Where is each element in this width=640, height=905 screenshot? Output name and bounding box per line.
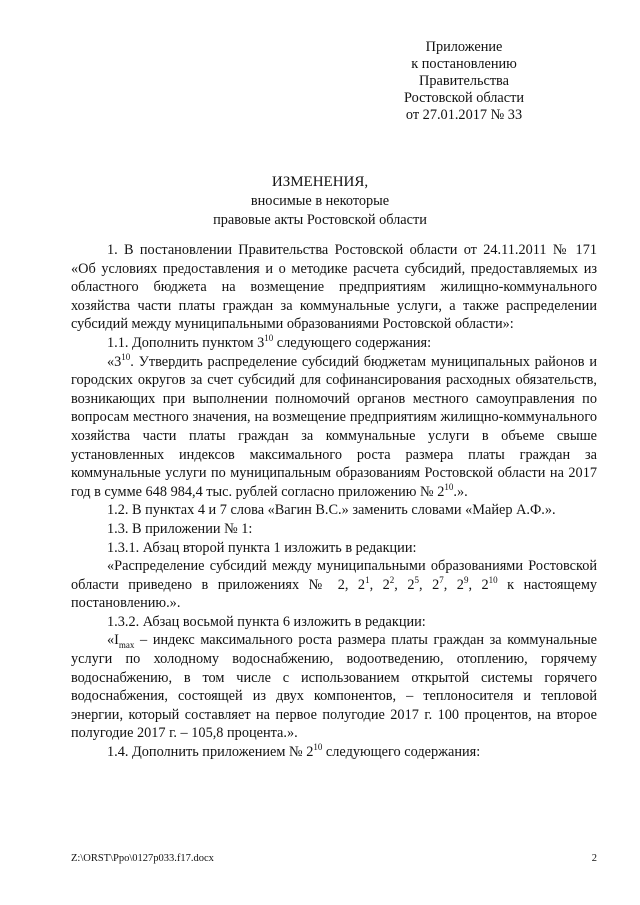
document-body xyxy=(71,241,597,762)
paragraph-1-3: 1.3. В приложении № 1: xyxy=(107,520,253,537)
superscript: 7 xyxy=(439,574,444,585)
appendix-line-1: Приложение xyxy=(425,39,503,55)
paragraph-1: 1. В постановлении Правительства Ростовской области от 24.11.2011 № 171 «Об условиях предоставления и о методике расчета субсидий, предоставляемых из областного бюджета на возмещение предприятиям жилищно-коммунального хозяйства части платы граждан за коммунальные услуги, а также распределении субсидий между муниципальными образованиями Ростовской области»: xyxy=(71,242,597,333)
paragraph-1-4-text: 1.4. Дополнить приложением № 2 xyxy=(107,744,314,761)
title-line-2: вносимые в некоторые xyxy=(250,193,390,209)
page-number: 2 xyxy=(591,853,597,864)
imax-text: – индекс максимального роста размера платы граждан за коммунальные услуги по холодному водоснабжению, водоотведению, отоплению, горячему водоснабжению, в том числе с использованием открытой системы горячего водоснабжения, состоящей из двух компонентов, – теплоносителя и тепловой энергии, который составляет на первое полугодие 2017 г. 100 процентов, на второе полугодие 2017 г. – 105,8 процента.». xyxy=(71,632,597,742)
appendix-header xyxy=(364,39,564,124)
document-title xyxy=(0,172,640,230)
distribution-sep: , 2 xyxy=(394,576,415,593)
paragraph-1-1-text-end: следующего содержания: xyxy=(273,334,432,351)
paragraph-1-3-2: 1.3.2. Абзац восьмой пункта 6 изложить в редакции: xyxy=(107,613,426,630)
paragraph-item-3-10 xyxy=(71,353,597,502)
title-line-3: правовые акты Ростовской области xyxy=(213,212,427,228)
superscript: 10 xyxy=(313,742,323,753)
superscript: 10 xyxy=(264,333,274,344)
superscript: 2 xyxy=(389,574,395,585)
appendix-line-5: от 27.01.2017 № 33 xyxy=(405,107,523,123)
appendix-line-2: к постановлению xyxy=(411,56,517,72)
paragraph-1-4-text-end: следующего содержания: xyxy=(322,744,481,761)
appendix-line-4: Ростовской области xyxy=(403,90,525,106)
distribution-end: к настоящему постановлению.». xyxy=(71,576,598,612)
subscript: max xyxy=(118,640,135,651)
superscript: 10 xyxy=(444,481,454,492)
appendix-line-3: Правительства xyxy=(419,73,509,89)
item-3-10-start: «3 xyxy=(107,353,122,370)
imax-symbol: «I xyxy=(107,632,119,649)
paragraph-1-3-1: 1.3.1. Абзац второй пункта 1 изложить в редакции: xyxy=(107,539,417,556)
paragraph-1-4 xyxy=(71,743,597,762)
item-3-10-text: . Утвердить распределение субсидий бюджетам муниципальных районов и городских округов за счет субсидий для софинансирования расходных обязательств, возникающих при выполнении полномочий органов местного самоуправления по вопросам местного значения, на возмещение предприятиям жилищно-коммунального хозяйства части платы граждан за коммунальные услуги в объеме свыше установленных индексов максимального роста размера платы граждан за коммунальные услуги по муниципальным образованиям Ростовской области на 2017 год в сумме 648 984,4 тыс. рублей согласно приложению № 2 xyxy=(71,353,597,500)
paragraph-1-2: 1.2. В пунктах 4 и 7 слова «Вагин В.С.» заменить словами «Майер А.Ф.». xyxy=(107,502,556,519)
distribution-sep: , 2 xyxy=(419,576,440,593)
distribution-sep: , 2 xyxy=(369,576,390,593)
paragraph-distribution xyxy=(71,557,597,613)
superscript: 10 xyxy=(121,351,131,362)
title-main: ИЗМЕНЕНИЯ, xyxy=(271,174,369,190)
superscript: 1 xyxy=(365,574,370,585)
distribution-text: «Распределение субсидий между муниципальными образованиями Ростовской области приведено в приложениях № 2, 2 xyxy=(71,558,597,593)
superscript: 9 xyxy=(463,574,469,585)
paragraph-1-1 xyxy=(71,334,597,353)
item-3-10-end: .». xyxy=(453,483,468,500)
superscript: 5 xyxy=(414,574,420,585)
distribution-sep: , 2 xyxy=(443,576,464,593)
paragraph-1-1-text: 1.1. Дополнить пунктом 3 xyxy=(107,334,265,351)
superscript: 10 xyxy=(488,574,498,585)
distribution-sep: , 2 xyxy=(468,576,489,593)
paragraph-imax xyxy=(71,631,597,743)
file-path: Z:\ORST\Ppo\0127p033.f17.docx xyxy=(71,853,214,864)
